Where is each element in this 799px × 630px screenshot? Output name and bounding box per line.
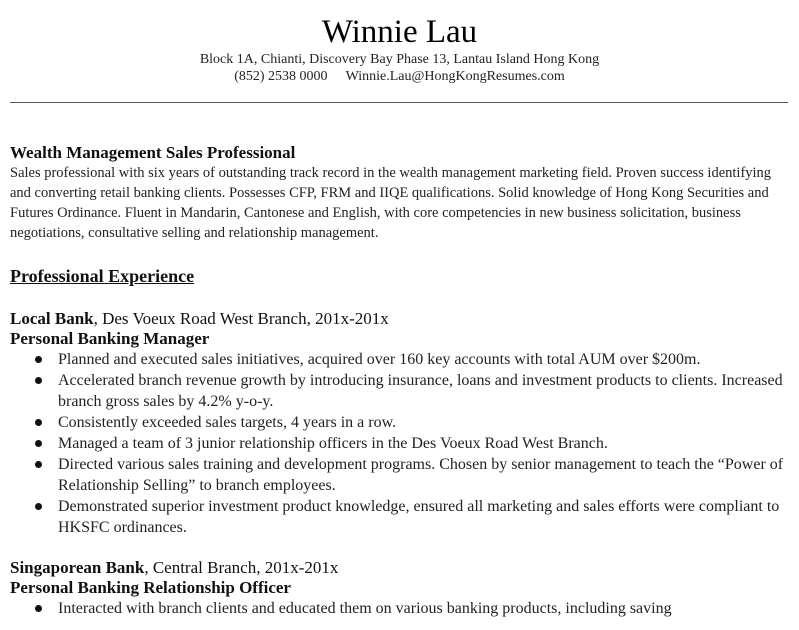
header-divider bbox=[10, 102, 788, 103]
candidate-name: Winnie Lau bbox=[321, 14, 478, 50]
summary-heading: Wealth Management Sales Professional bbox=[10, 143, 296, 162]
bullet-item bbox=[10, 370, 788, 412]
employer-details: , Des Voeux Road West Branch, 201x-201x bbox=[93, 309, 389, 328]
bullet-dot-icon bbox=[35, 461, 42, 468]
bullet-dot-icon bbox=[35, 605, 42, 612]
bullet-item bbox=[10, 598, 788, 619]
bullet-dot-icon bbox=[35, 356, 42, 363]
job-entry bbox=[10, 309, 788, 538]
job-bullets bbox=[10, 598, 788, 619]
bullet-text: Directed various sales training and development programs. Chosen by senior management to teach the “Power of Relationship Selling” to branch employees. bbox=[58, 456, 784, 494]
job-title: Personal Banking Relationship Officer bbox=[10, 578, 291, 597]
phone-number: (852) 2538 0000 bbox=[234, 69, 328, 84]
resume-body bbox=[10, 143, 788, 619]
bullet-item bbox=[10, 433, 788, 454]
bullet-text: Demonstrated superior investment product knowledge, ensured all marketing and sales efforts were compliant to HKSFC ordinances. bbox=[58, 498, 780, 536]
job-title: Personal Banking Manager bbox=[10, 329, 210, 348]
bullet-item bbox=[10, 412, 788, 433]
experience-heading: Professional Experience bbox=[10, 266, 195, 286]
bullet-text: Managed a team of 3 junior relationship officers in the Des Voeux Road West Branch. bbox=[58, 435, 608, 452]
bullet-text: Accelerated branch revenue growth by introducing insurance, loans and investment products to clients. Increased branch gross sales by 4.2% y-o-y. bbox=[58, 372, 783, 410]
bullet-text: Planned and executed sales initiatives, acquired over 160 key accounts with total AUM over $200m. bbox=[58, 351, 701, 368]
summary-section bbox=[10, 143, 788, 243]
contact-line bbox=[0, 68, 799, 86]
bullet-dot-icon bbox=[35, 419, 42, 426]
employer-line bbox=[10, 558, 788, 578]
summary-text: Sales professional with six years of outstanding track record in the wealth management marketing field. Proven success identifying and converting retail banking clients. Possesses CFP, FRM and IIQE qualifications. Solid knowledge of Hong Kong Securities and Futures Ordinance. Fluent in Mandarin, Cantonese and English, with core competencies in new business solicitation, business negotiations, consultative selling and relationship management. bbox=[10, 165, 772, 241]
bullet-text: Consistently exceeded sales targets, 4 years in a row. bbox=[58, 414, 397, 431]
address: Block 1A, Chianti, Discovery Bay Phase 13, Lantau Island Hong Kong bbox=[199, 52, 600, 67]
bullet-item bbox=[10, 496, 788, 538]
bullet-dot-icon bbox=[35, 377, 42, 384]
job-bullets bbox=[10, 349, 788, 538]
employer-name: Local Bank bbox=[10, 309, 94, 328]
bullet-dot-icon bbox=[35, 503, 42, 510]
employer-details: , Central Branch, 201x-201x bbox=[144, 558, 339, 577]
bullet-item bbox=[10, 349, 788, 370]
job-entry bbox=[10, 558, 788, 619]
bullet-dot-icon bbox=[35, 440, 42, 447]
employer-line bbox=[10, 309, 788, 329]
bullet-text: Interacted with branch clients and educated them on various banking products, including saving bbox=[58, 600, 672, 617]
email-address[interactable]: Winnie.Lau@HongKongResumes.com bbox=[345, 69, 565, 84]
employer-name: Singaporean Bank bbox=[10, 558, 145, 577]
bullet-item bbox=[10, 454, 788, 496]
